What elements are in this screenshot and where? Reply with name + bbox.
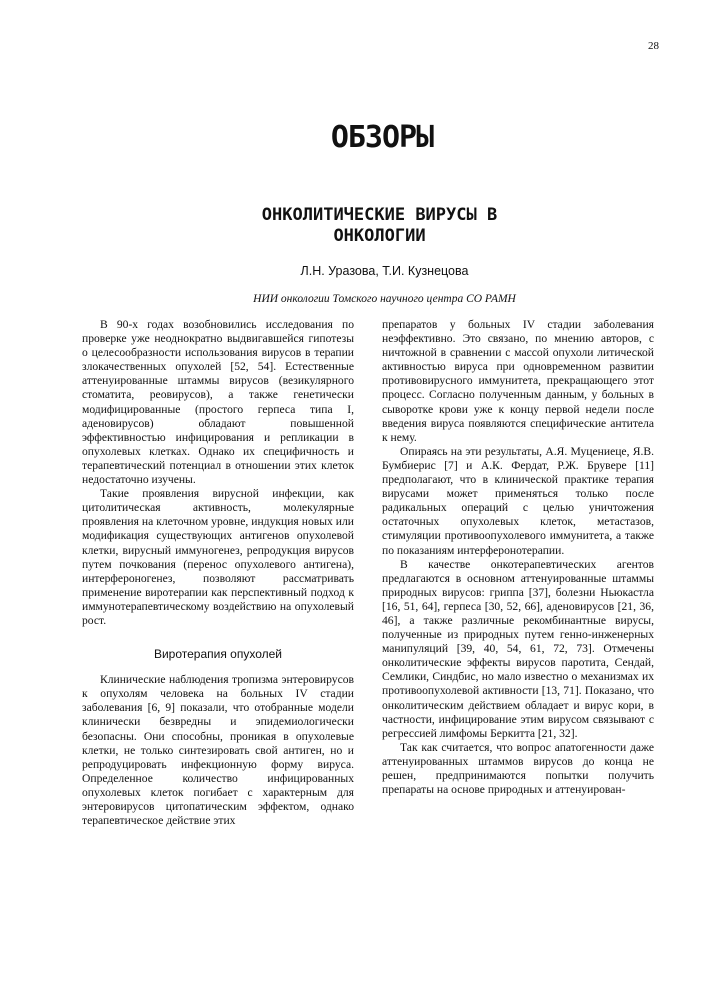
authors: Л.Н. Уразова, Т.И. Кузнецова bbox=[300, 264, 469, 278]
page-number: 28 bbox=[648, 40, 659, 52]
affiliation: НИИ онкологии Томского научного центра СО РАМН bbox=[253, 293, 516, 305]
paragraph: Такие проявления вирусной инфекции, как цитолитическая активность, молекулярные проявления на клеточном уровне, индукция новых или модификация существующих антигенов опухолевой клетки, вирусный иммуногенез, репродукция вирусов путем почкования (перенос опухолевого антигена), интерфероногенез, позволяют рассматривать применение виротерапии как перспективный подход к иммунотерапевтическому воздействию на опухолевый рост. bbox=[82, 487, 354, 627]
paragraph: В качестве онкотерапевтических агентов предлагаются в основном аттенуированные штаммы природных вирусов: гриппа [37], болезни Ньюкастла [16, 51, 64], герпеса [30, 52, 66], аденовирусов [21, 36, 46], а также различные рекомбинантные вирусы, полученные из природных путем генно-инженерных манипуляций [39, 40, 54, 61, 72, 73]. Отмечены онколитические эффекты вирусов паротита, Сендай, Семлики, Синдбис, но мало известно о механизмах их противоопухолевой активности [13, 71]. Показано, что онколитическим действием обладает и вирус кори, в частности, инфицирование этим вирусом связывают с регрессией лимфомы Беркитта [21, 32]. bbox=[382, 557, 654, 740]
paragraph: Опираясь на эти результаты, А.Я. Муцениеце, Я.В. Бумбиерис [7] и А.К. Фердат, Р.Ж. Брувере [11] предполагают, что в клинической практике терапия вирусами может применяться только после радикальных операций с целью уничтожения остаточных опухолевых клеток, метастазов, стимуляции противоопухолевого иммунитета, а также по показаниям интерферонотерапии. bbox=[382, 444, 654, 557]
article-title bbox=[0, 205, 709, 247]
paragraph: Клинические наблюдения тропизма энтеровирусов к опухолям человека на больных IV стадии заболевания [6, 9] показали, что отобранные модели клинически безвредны и эпидемиологически безопасны. Они способны, проникая в опухолевые клетки, не только синтезировать свой антиген, но и репродуцировать инфекционную форму вируса. Определенное количество инфицированных опухолевых клеток погибает с характерным для энтеровирусов цитопатическим эффектом, однако терапевтическое действие этих bbox=[82, 673, 354, 828]
section-heading: ОБЗОРЫ bbox=[330, 120, 434, 155]
left-column bbox=[82, 318, 354, 828]
subheading: Виротерапия опухолей bbox=[153, 647, 283, 662]
article-title-line-2: ОНКОЛОГИИ bbox=[333, 226, 426, 246]
paragraph: В 90-х годах возобновились исследования по проверке уже неоднократно выдвигавшейся гипотезы о целесообразности использования вирусов в терапии злокачественных опухолей [52, 54]. Естественные аттенуированные штаммы вирусов (везикулярного стоматита, реовирусов), а также генетически модифицированные (простого герпеса типа I, аденовирусов) обладают повышенной эффективностью инфицирования и репликации в опухолевых клетках. Однако их специфичность и терапевтический потенциал в отношении этих клеток недостаточно изучены. bbox=[82, 318, 354, 487]
right-column bbox=[382, 318, 654, 797]
paragraph: препаратов у больных IV стадии заболевания неэффективно. Это связано, по мнению авторов, с ничтожной в сравнении с массой опухоли литической активностью вируса при одновременном развитии противовирусного иммунитета, прекращающего этот процесс. Согласно полученным данным, у больных в сыворотке крови уже к концу первой недели после введения вируса появляются специфические антитела к нему. bbox=[382, 318, 654, 444]
paragraph: Так как считается, что вопрос апатогенности даже аттенуированных штаммов вирусов до конца не решен, предпринимаются попытки получить препараты на основе природных и аттенуирован- bbox=[382, 740, 654, 797]
article-title-line-1: ОНКОЛИТИЧЕСКИЕ ВИРУСЫ В bbox=[261, 205, 498, 225]
